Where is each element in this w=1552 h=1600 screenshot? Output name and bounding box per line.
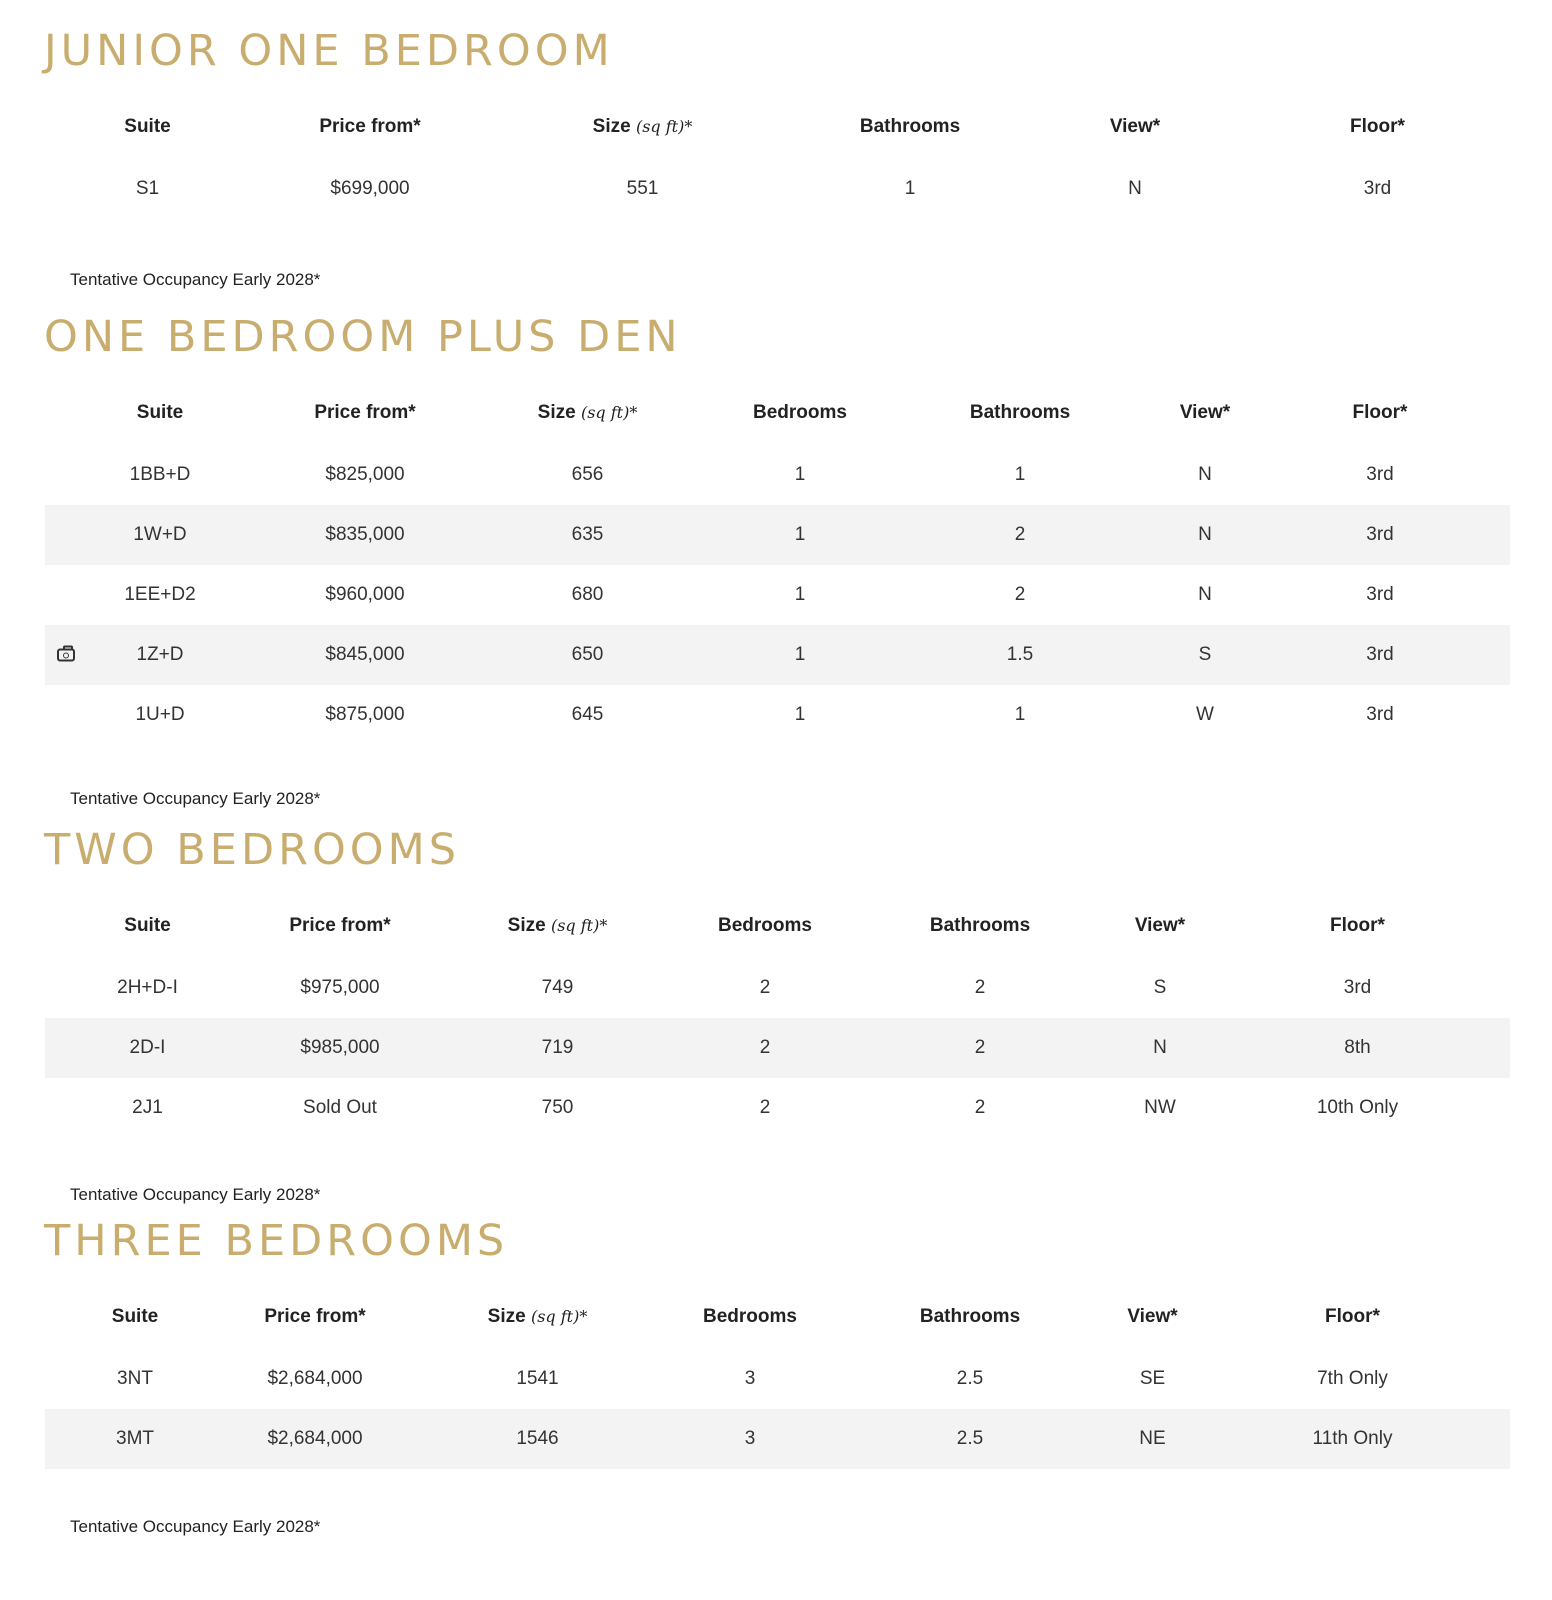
table-header-row — [45, 906, 1510, 946]
cell-view: NE — [1110, 1409, 1195, 1469]
header-size: Size (sq ft)* — [592, 116, 693, 137]
cell-suite: S1 — [135, 178, 160, 199]
cell-price: $835,000 — [275, 505, 455, 565]
occupancy-note: Tentative Occupancy Early 2028* — [70, 1185, 321, 1204]
cell-size: 1546 — [405, 1409, 670, 1469]
size-unit: (sq ft)* — [530, 1307, 588, 1326]
cell-floor: 3rd — [1366, 584, 1394, 605]
cell-bedrooms: 1 — [794, 704, 806, 725]
cell-price: $699,000 — [330, 178, 410, 199]
header-bathrooms: Bathrooms — [929, 915, 1031, 936]
table-header-row — [45, 1297, 1510, 1337]
header-view: View* — [1109, 116, 1161, 137]
header-bedrooms: Bedrooms — [718, 915, 812, 936]
header-bedrooms: Bedrooms — [703, 1306, 797, 1327]
header-floor: Floor* — [1330, 915, 1385, 936]
cell-suite: 1EE+D2 — [124, 584, 196, 605]
header-size: Size (sq ft)* — [487, 1306, 588, 1327]
cell-bedrooms: 2 — [759, 977, 771, 998]
table-row[interactable] — [45, 625, 1510, 685]
cell-price: $2,684,000 — [225, 1409, 405, 1469]
cell-size: 719 — [430, 1018, 685, 1078]
table-header-row — [45, 393, 1510, 433]
header-suite: Suite — [111, 1306, 159, 1327]
cell-bathrooms: 2.5 — [956, 1368, 984, 1389]
cell-view: S — [1153, 977, 1167, 998]
cell-floor: 3rd — [1250, 625, 1510, 685]
cell-suite: 2J1 — [132, 1097, 163, 1118]
cell-size: 1541 — [516, 1368, 559, 1389]
cell-floor: 11th Only — [1195, 1409, 1510, 1469]
cell-bathrooms: 2 — [845, 1018, 1115, 1078]
header-view: View* — [1179, 402, 1231, 423]
cell-suite: 3NT — [117, 1368, 153, 1389]
size-unit: (sq ft)* — [580, 403, 638, 422]
cell-bathrooms: 1 — [1014, 464, 1026, 485]
header-view: View* — [1134, 915, 1186, 936]
cell-bedrooms: 2 — [685, 1018, 845, 1078]
cell-price: $875,000 — [325, 704, 405, 725]
cell-suite: 2H+D-I — [117, 977, 178, 998]
cell-bedrooms: 1 — [720, 505, 880, 565]
two-bedrooms-table — [45, 906, 1510, 1138]
table-row[interactable] — [45, 1349, 1510, 1409]
cell-floor: 3rd — [1250, 505, 1510, 565]
cell-size: 650 — [455, 625, 720, 685]
section-title-one-bedroom-plus-den: ONE BEDROOM PLUS DEN — [44, 312, 682, 362]
cell-suite: 1Z+D — [45, 625, 275, 685]
cell-floor: 3rd — [1343, 977, 1372, 998]
cell-view: S — [1160, 625, 1250, 685]
header-bedrooms: Bedrooms — [753, 402, 847, 423]
table-row[interactable] — [45, 505, 1510, 565]
cell-view: N — [1198, 464, 1212, 485]
header-suite: Suite — [124, 915, 171, 936]
section-title-three-bedrooms: THREE BEDROOMS — [44, 1216, 509, 1266]
cell-view: N — [1160, 505, 1250, 565]
cell-suite: 1W+D — [45, 505, 275, 565]
cell-floor: 3rd — [1366, 704, 1394, 725]
cell-bedrooms: 1 — [794, 464, 806, 485]
table-row[interactable] — [45, 958, 1510, 1018]
header-floor: Floor* — [1325, 1306, 1380, 1327]
cell-view: N — [1198, 584, 1212, 605]
cell-bedrooms: 1 — [794, 584, 806, 605]
size-unit: (sq ft)* — [550, 916, 608, 935]
cell-view: W — [1196, 704, 1214, 725]
header-price: Price from* — [314, 402, 416, 423]
cell-floor: 10th Only — [1316, 1097, 1399, 1118]
cell-bathrooms: 2 — [974, 977, 986, 998]
header-size: Size (sq ft)* — [507, 915, 608, 936]
cell-floor: 3rd — [1366, 464, 1394, 485]
size-unit: (sq ft)* — [635, 117, 693, 136]
occupancy-note: Tentative Occupancy Early 2028* — [70, 270, 321, 289]
header-bathrooms: Bathrooms — [859, 116, 961, 137]
header-price: Price from* — [289, 915, 391, 936]
cell-price: $825,000 — [325, 464, 405, 485]
cell-price: $960,000 — [325, 584, 405, 605]
camera-icon[interactable] — [57, 649, 75, 662]
cell-bathrooms: 1 — [1014, 704, 1026, 725]
cell-suite: 2D-I — [45, 1018, 250, 1078]
header-bathrooms: Bathrooms — [919, 1306, 1021, 1327]
cell-floor: 8th — [1205, 1018, 1510, 1078]
cell-size: 656 — [571, 464, 604, 485]
cell-floor: 7th Only — [1317, 1368, 1388, 1389]
table-row[interactable] — [45, 1409, 1510, 1469]
cell-suite: 1BB+D — [129, 464, 191, 485]
cell-size: 635 — [455, 505, 720, 565]
cell-bathrooms: 1.5 — [880, 625, 1160, 685]
header-bathrooms: Bathrooms — [969, 402, 1071, 423]
three-bedrooms-table — [45, 1297, 1510, 1469]
header-view: View* — [1127, 1306, 1178, 1327]
cell-view: N — [1128, 178, 1142, 199]
cell-view: SE — [1139, 1368, 1166, 1389]
table-row[interactable] — [45, 1018, 1510, 1078]
header-floor: Floor* — [1352, 402, 1408, 423]
cell-bedrooms: 2 — [759, 1097, 771, 1118]
table-header-row — [45, 107, 1510, 147]
one-bedroom-plus-den-table — [45, 393, 1510, 745]
cell-view: N — [1115, 1018, 1205, 1078]
table-row[interactable] — [45, 565, 1510, 625]
cell-suite: 3MT — [45, 1409, 225, 1469]
cell-bathrooms: 2.5 — [830, 1409, 1110, 1469]
header-size: Size (sq ft)* — [537, 402, 638, 423]
cell-size: 645 — [571, 704, 604, 725]
header-price: Price from* — [264, 1306, 366, 1327]
cell-suite: 1U+D — [135, 704, 185, 725]
cell-bathrooms: 1 — [904, 178, 916, 199]
cell-price: $845,000 — [275, 625, 455, 685]
cell-bedrooms: 1 — [720, 625, 880, 685]
cell-size: 750 — [541, 1097, 574, 1118]
table-row[interactable] — [45, 445, 1510, 505]
cell-bathrooms: 2 — [880, 505, 1160, 565]
cell-bathrooms: 2 — [1014, 584, 1026, 605]
occupancy-note: Tentative Occupancy Early 2028* — [70, 1517, 321, 1536]
occupancy-note: Tentative Occupancy Early 2028* — [70, 789, 321, 808]
cell-price: $975,000 — [300, 977, 380, 998]
header-floor: Floor* — [1350, 116, 1405, 137]
cell-floor: 3rd — [1363, 178, 1392, 199]
cell-bedrooms: 3 — [744, 1368, 756, 1389]
cell-price: $985,000 — [250, 1018, 430, 1078]
section-title-two-bedrooms: TWO BEDROOMS — [44, 825, 461, 875]
sold-out-label: Sold Out — [303, 1097, 377, 1118]
header-suite: Suite — [124, 116, 171, 137]
table-row[interactable] — [45, 1078, 1510, 1138]
table-row[interactable] — [45, 159, 1510, 219]
cell-size: 680 — [571, 584, 604, 605]
header-price: Price from* — [319, 116, 421, 137]
cell-bathrooms: 2 — [974, 1097, 986, 1118]
section-title-junior-one-bedroom: JUNIOR ONE BEDROOM — [44, 26, 614, 76]
header-suite: Suite — [136, 402, 184, 423]
cell-size: 551 — [626, 178, 659, 199]
table-row[interactable] — [45, 685, 1510, 745]
cell-view: NW — [1144, 1097, 1176, 1118]
cell-price: $2,684,000 — [267, 1368, 363, 1389]
junior-one-bedroom-table — [45, 107, 1510, 219]
cell-bedrooms: 3 — [670, 1409, 830, 1469]
cell-size: 749 — [541, 977, 574, 998]
